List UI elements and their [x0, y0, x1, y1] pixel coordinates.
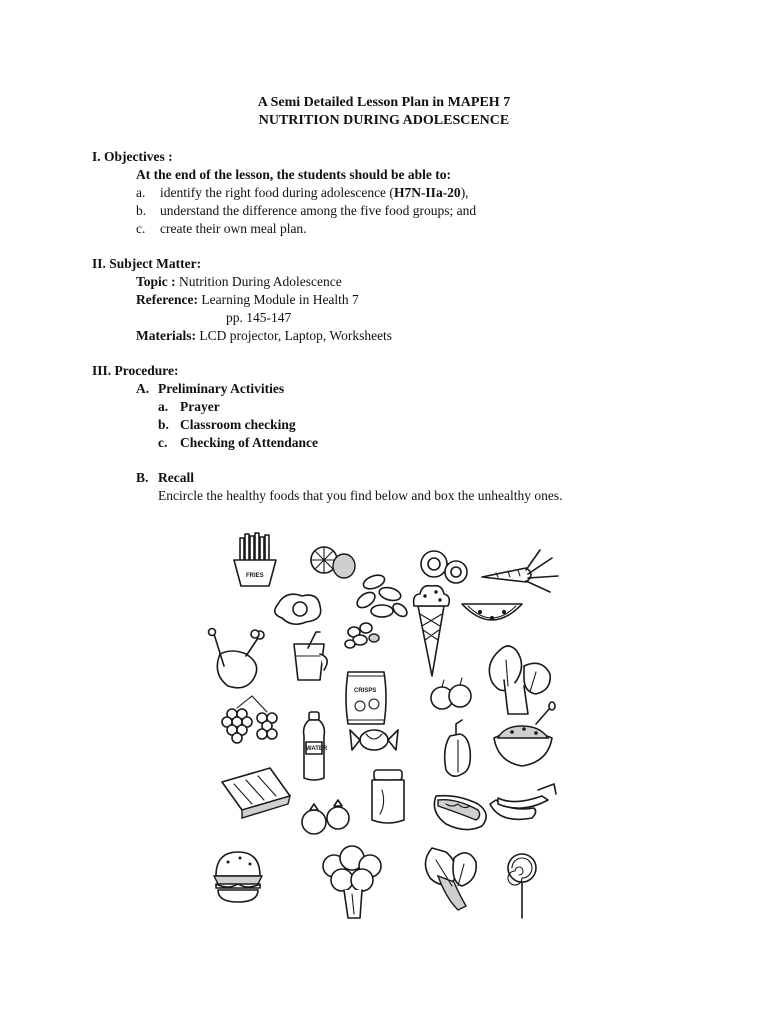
- chips-label: CRISPS: [354, 688, 377, 694]
- section-b-heading: [136, 470, 194, 486]
- topic-line: [136, 274, 342, 290]
- recall-instruction: Encircle the healthy foods that you find below and box the unhealthy ones.: [158, 488, 563, 503]
- objectives-intro: At the end of the lesson, the students should be able to:: [136, 167, 452, 182]
- bell-pepper-icon: [445, 720, 471, 776]
- document-subtitle: NUTRITION DURING ADOLESCENCE: [258, 113, 510, 128]
- objective-marker: c.: [136, 221, 146, 236]
- activity-marker: c.: [158, 435, 168, 450]
- grapes-icon: [222, 696, 277, 743]
- subject-matter-heading: II. Subject Matter:: [92, 256, 202, 271]
- objective-text: identify the right food during adolescence (: [160, 185, 394, 200]
- fries-icon: [234, 533, 276, 586]
- nuts-icon: [345, 623, 379, 648]
- objective-text: create their own meal plan.: [160, 221, 307, 236]
- objective-item-c: [136, 221, 307, 237]
- peanuts-icon: [354, 573, 409, 619]
- burger-icon: [214, 852, 262, 902]
- activity-item-b: [158, 417, 296, 433]
- water-bottle-icon: [304, 712, 328, 780]
- materials-line: [136, 328, 392, 344]
- reference-pages: pp. 145-147: [226, 310, 292, 325]
- chicken-leg-icon: [209, 629, 265, 688]
- materials-value: LCD projector, Laptop, Worksheets: [199, 328, 393, 343]
- chocolate-bar-icon: [222, 768, 290, 818]
- activity-label: Checking of Attendance: [180, 435, 318, 450]
- chips-bag-icon: [346, 672, 386, 724]
- topic-value: Nutrition During Adolescence: [179, 274, 342, 289]
- watermelon-slice-icon: [462, 604, 522, 620]
- orange-icon: [311, 547, 355, 578]
- section-marker: B.: [136, 470, 149, 485]
- section-title: Recall: [158, 470, 194, 485]
- activity-item-a: [158, 399, 220, 415]
- activity-item-c: [158, 435, 318, 451]
- cherry-tomatoes-icon: [302, 800, 349, 834]
- objective-text-end: ),: [460, 185, 469, 200]
- ice-cream-cone-icon: [414, 586, 450, 676]
- section-title: Preliminary Activities: [158, 381, 285, 396]
- candy-icon: [350, 730, 398, 750]
- bok-choy-icon: [489, 646, 550, 714]
- activity-marker: b.: [158, 417, 169, 432]
- objective-marker: a.: [136, 185, 146, 200]
- fries-label: FRIES: [246, 573, 264, 579]
- onion-rings-icon: [421, 551, 467, 583]
- objective-marker: b.: [136, 203, 147, 218]
- objectives-heading: I. Objectives :: [92, 149, 173, 164]
- procedure-heading: III. Procedure:: [92, 363, 179, 378]
- apples-icon: [431, 678, 471, 709]
- objective-item-a: [136, 185, 469, 201]
- activity-label: Prayer: [180, 399, 220, 414]
- materials-label: Materials:: [136, 328, 196, 343]
- food-illustration: [206, 514, 566, 928]
- objective-text: understand the difference among the five food groups; and: [160, 203, 477, 218]
- activity-marker: a.: [158, 399, 169, 414]
- carrot-icon: [482, 550, 558, 592]
- food-illustration-svg: [206, 514, 566, 928]
- hotdog-icon: [434, 796, 486, 830]
- document-title: A Semi Detailed Lesson Plan in MAPEH 7: [257, 95, 511, 110]
- broccoli-icon: [323, 846, 381, 918]
- competency-code: H7N-IIa-20: [393, 185, 461, 200]
- activity-label: Classroom checking: [180, 417, 296, 432]
- section-marker: A.: [136, 381, 150, 396]
- lollipop-icon: [508, 854, 536, 918]
- objective-item-b: [136, 203, 476, 219]
- water-label: WATER: [306, 746, 328, 752]
- reference-label: Reference:: [136, 292, 198, 307]
- bananas-icon: [490, 784, 556, 819]
- reference-line: [136, 292, 359, 308]
- fried-egg-icon: [275, 594, 321, 624]
- juice-glass-icon: [294, 632, 327, 680]
- spinach-icon: [425, 848, 476, 910]
- section-a-heading: [136, 381, 284, 397]
- jar-icon: [372, 770, 404, 823]
- reference-value: Learning Module in Health 7: [201, 292, 359, 307]
- topic-label: Topic :: [136, 274, 176, 289]
